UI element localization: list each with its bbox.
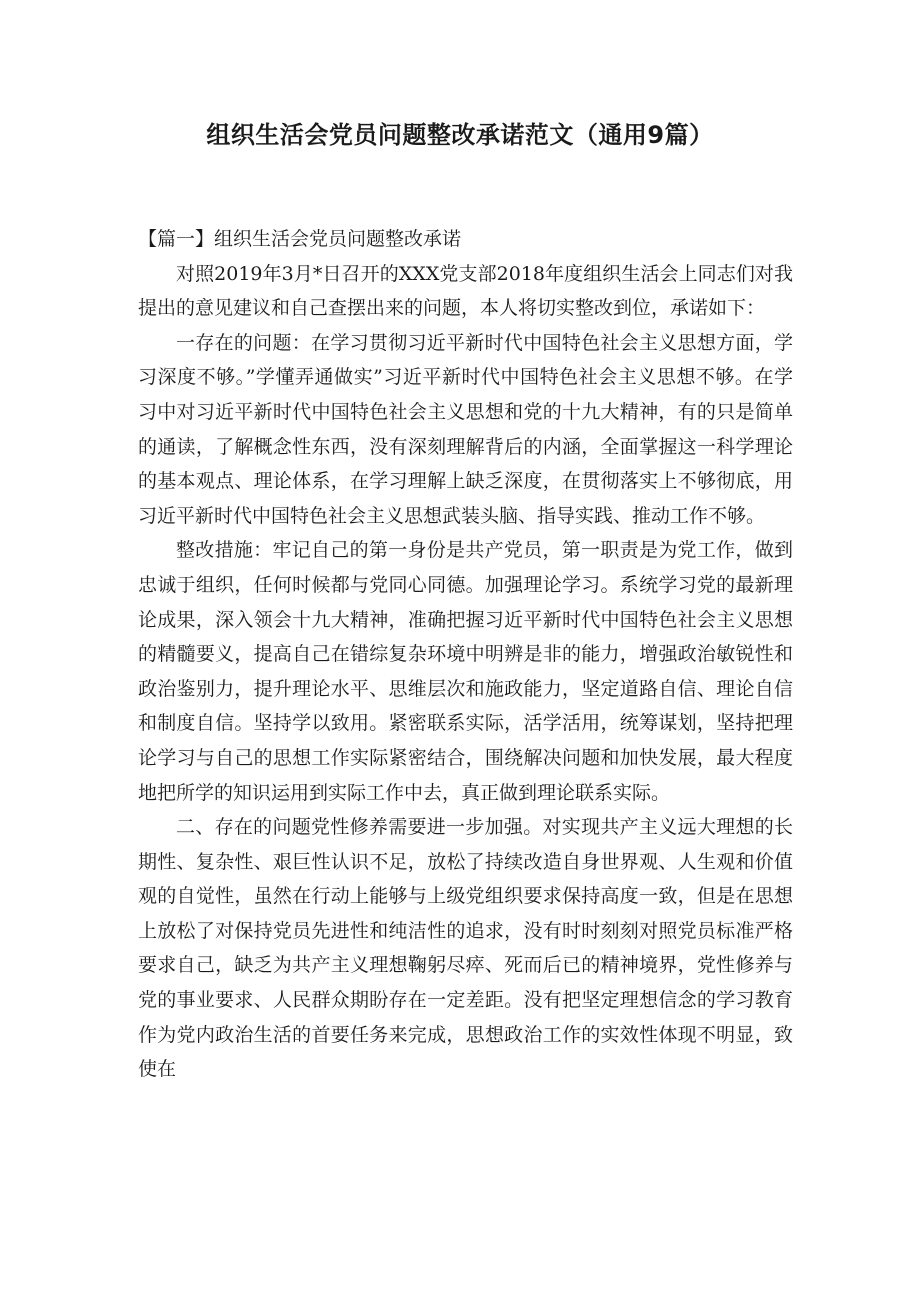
document-title: 组织生活会党员问题整改承诺范文（通用9篇） bbox=[206, 121, 714, 149]
paragraph-problem-one: 一存在的问题：在学习贯彻习近平新时代中国特色社会主义思想方面，学习深度不够。”学懂弄通做实”习近平新时代中国特色社会主义思想不够。在学习中对习近平新时代中国特色社会主义思想和党的十九大精神，有的只是简单的通读，了解概念性东西，没有深刻理解背后的内涵，全面掌握这一科学理论的基本观点、理论体系，在学习理解上缺乏深度，在贯彻落实上不够彻底，用习近平新时代中国特色社会主义思想武装头脑、指导实践、推动工作不够。 bbox=[138, 331, 793, 527]
paragraph-intro: 对照2019年3月*日召开的XXX党支部2018年度组织生活会上同志们对我提出的意见建议和自己查摆出来的问题，本人将切实整改到位，承诺如下： bbox=[138, 262, 793, 320]
document-body bbox=[138, 222, 793, 1087]
paragraph-measures: 整改措施：牢记自己的第一身份是共产党员，第一职责是为党工作，做到忠诚于组织，任何时候都与党同心同德。加强理论学习。系统学习党的最新理论成果，深入领会十九大精神，准确把握习近平新时代中国特色社会主义思想的精髓要义，提高自己在错综复杂环境中明辨是非的能力，增强政治敏锐性和政治鉴别力，提升理论水平、思维层次和施政能力，坚定道路自信、理论自信和制度自信。坚持学以致用。紧密联系实际，活学活用，统筹谋划，坚持把理论学习与自己的思想工作实际紧密结合，围绕解决问题和加快发展，最大程度地把所学的知识运用到实际工作中去，真正做到理论联系实际。 bbox=[138, 539, 793, 804]
section-heading: 【篇一】组织生活会党员问题整改承诺 bbox=[138, 228, 462, 250]
paragraph-problem-two: 二、存在的问题党性修养需要进一步加强。对实现共产主义远大理想的长期性、复杂性、艰巨性认识不足，放松了持续改造自身世界观、人生观和价值观的自觉性，虽然在行动上能够与上级党组织要求保持高度一致，但是在思想上放松了对保持党员先进性和纯洁性的追求，没有时时刻刻对照党员标准严格要求自己，缺乏为共产主义理想鞠躬尽瘁、死而后已的精神境界，党性修养与党的事业要求、人民群众期盼存在一定差距。没有把坚定理想信念的学习教育作为党内政治生活的首要任务来完成，思想政治工作的实效性体现不明显，致使在 bbox=[138, 816, 793, 1081]
